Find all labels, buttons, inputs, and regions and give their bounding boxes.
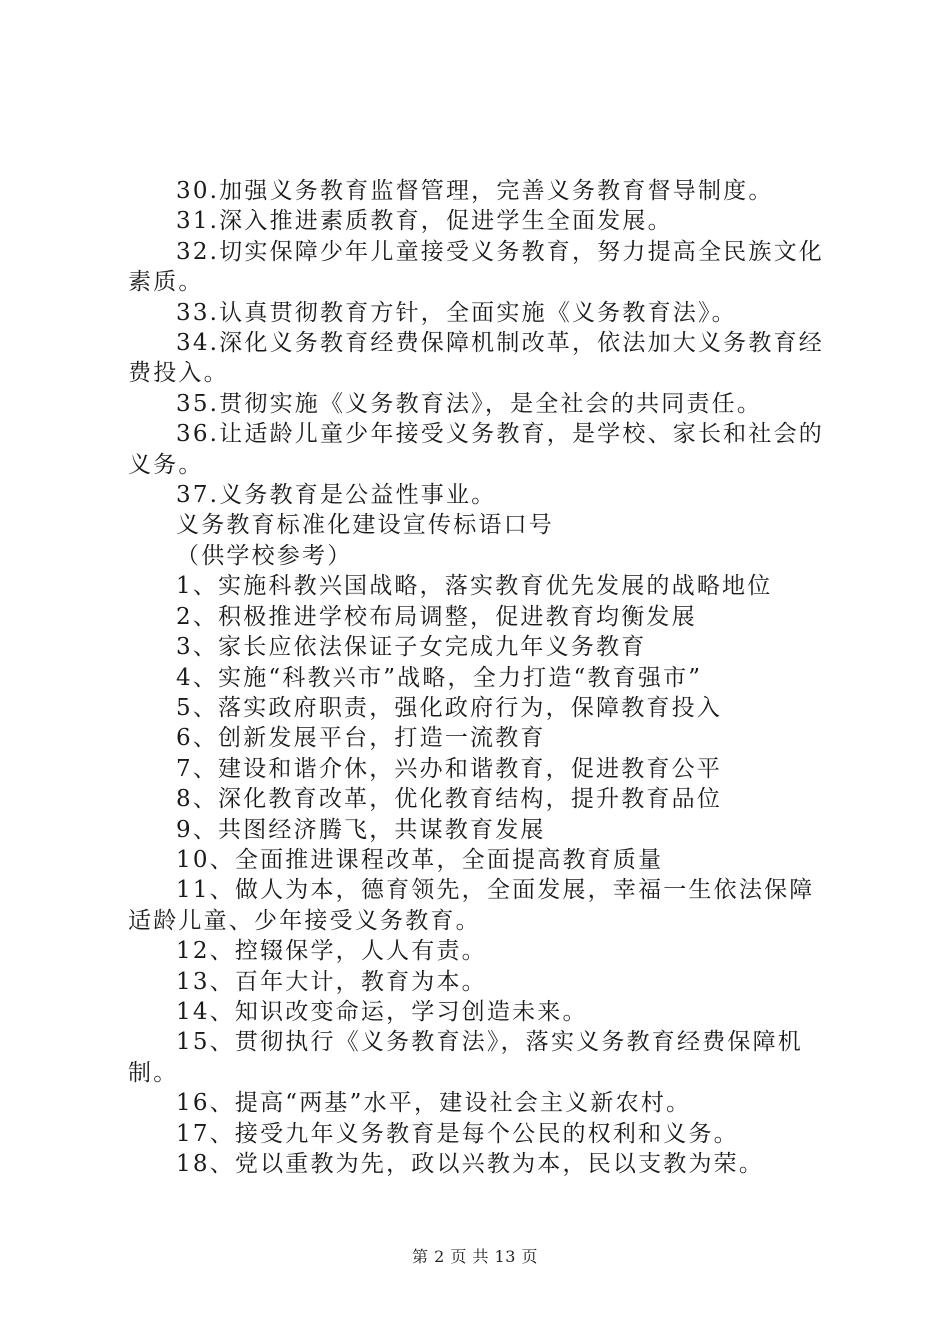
document-body [128,176,830,1179]
slogan-11: 11、做人为本，德育领先，全面发展，幸福一生依法保障适龄儿童、少年接受义务教育。 [128,877,815,934]
slogan-3: 3、家长应依法保证子女完成九年义务教育 [176,634,647,661]
paragraph-37: 37.义务教育是公益性事业。 [176,482,497,509]
slogan-6: 6、创新发展平台，打造一流教育 [176,725,546,752]
slogan-2: 2、积极推进学校布局调整，促进教育均衡发展 [176,603,697,630]
slogan-16: 16、提高“两基”水平，建设社会主义新农村。 [176,1090,692,1117]
paragraph-34: 34.深化义务教育经费保障机制改革，依法加大义务教育经费投入。 [128,330,824,387]
paragraph-31: 31.深入推进素质教育，促进学生全面发展。 [176,208,673,235]
page-footer: 第 2 页 共 13 页 [412,1247,538,1266]
slogan-7: 7、建设和谐介休，兴办和谐教育，促进教育公平 [176,755,723,782]
slogan-9: 9、共图经济腾飞，共谋教育发展 [176,816,546,843]
slogan-14: 14、知识改变命运，学习创造未来。 [176,998,588,1025]
slogan-1: 1、实施科教兴国战略，落实教育优先发展的战略地位 [176,573,773,600]
slogan-15: 15、贯彻执行《义务教育法》，落实义务教育经费保障机制。 [128,1029,803,1086]
slogan-4: 4、实施“科教兴市”战略，全力打造“教育强市” [176,664,703,691]
paragraph-32: 32.切实保障少年儿童接受义务教育，努力提高全民族文化素质。 [128,238,824,296]
section-subheading: （供学校参考） [176,542,353,569]
slogan-13: 13、百年大计，教育为本。 [176,968,487,995]
paragraph-36: 36.让适龄儿童少年接受义务教育，是学校、家长和社会的义务。 [128,421,824,478]
slogan-8: 8、深化教育改革，优化教育结构，提升教育品位 [176,786,723,813]
section-heading: 义务教育标准化建设宣传标语口号 [176,512,554,539]
slogan-5: 5、落实政府职责，强化政府行为，保障教育投入 [176,694,723,721]
slogan-12: 12、控辍保学，人人有责。 [176,938,487,965]
paragraph-33: 33.认真贯彻教育方针，全面实施《义务教育法》。 [176,299,737,326]
slogan-18: 18、党以重教为先，政以兴教为本，民以支教为荣。 [176,1151,765,1177]
slogan-10: 10、全面推进课程改革，全面提高教育质量 [176,846,664,873]
paragraph-35: 35.贯彻实施《义务教育法》，是全社会的共同责任。 [176,390,763,417]
paragraph-30: 30.加强义务教育监督管理，完善义务教育督导制度。 [176,178,774,204]
slogan-17: 17、接受九年义务教育是每个公民的权利和义务。 [176,1120,739,1147]
